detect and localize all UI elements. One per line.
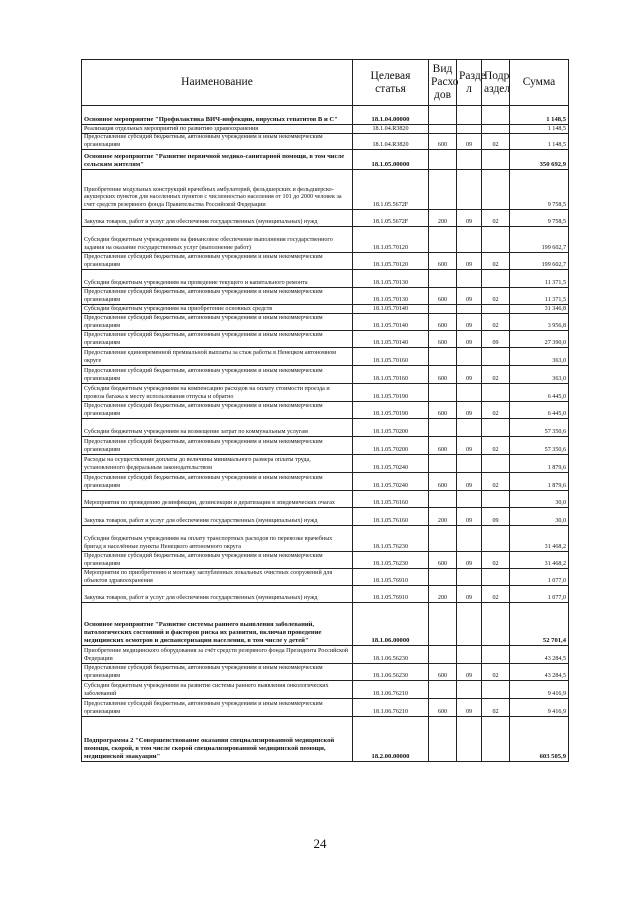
cell-amount: 43 284,5 — [510, 646, 569, 664]
cell-section — [457, 150, 482, 170]
cell-section: 09 — [457, 664, 482, 681]
cell-amount: 31 468,2 — [510, 552, 569, 569]
table-row — [82, 170, 569, 210]
cell-section: 09 — [457, 508, 482, 526]
table-row — [82, 305, 569, 314]
cell-article: 18.1.05.70200 — [353, 437, 429, 455]
cell-name: Приобретение медицинского оборудования за счёт средств резервного фонда Президента Российской Федерации — [82, 646, 353, 664]
cell-name: Предоставление субсидий бюджетным, автономным учреждениям и иным некоммерческим организациям — [82, 314, 353, 331]
cell-subsection — [482, 455, 510, 473]
cell-section — [457, 106, 482, 125]
cell-name: Мероприятия по проведению дезинфекции, дезинсекции и дератизации в эпидемических очагах — [82, 491, 353, 508]
table-row — [82, 646, 569, 664]
cell-amount: 1 077,0 — [510, 569, 569, 586]
header-article: Целевая статья — [353, 60, 429, 106]
cell-amount: 31 468,2 — [510, 526, 569, 552]
cell-subsection — [482, 305, 510, 314]
cell-article: 18.1.06.76210 — [353, 699, 429, 717]
cell-article: 18.1.05.76910 — [353, 586, 429, 603]
cell-expense-type — [429, 270, 457, 288]
cell-name: Основное мероприятие "Профилактика ВИЧ-инфекции, вирусных гепатитов В и С" — [82, 106, 353, 125]
table-row — [82, 366, 569, 384]
cell-amount: 11 371,5 — [510, 270, 569, 288]
cell-expense-type — [429, 455, 457, 473]
cell-article: 18.1.06.56230 — [353, 646, 429, 664]
cell-article: 18.2.00.00000 — [353, 717, 429, 762]
cell-section — [457, 419, 482, 437]
cell-subsection — [482, 681, 510, 699]
cell-subsection: 02 — [482, 586, 510, 603]
cell-expense-type — [429, 603, 457, 646]
cell-name: Предоставление субсидий бюджетным, автономным учреждениям и иным некоммерческим организациям — [82, 366, 353, 384]
table-row — [82, 384, 569, 402]
cell-name: Подпрограмма 2 "Совершенствование оказания специализированной медицинской помощи, скорой, в том числе скорой специализированной медицинской помощи, медицинской эвакуации" — [82, 717, 353, 762]
table-row — [82, 586, 569, 603]
cell-amount: 1 879,6 — [510, 455, 569, 473]
cell-name: Субсидии бюджетным учреждениям на возмещение затрат по коммунальным услугам — [82, 419, 353, 437]
table-row — [82, 402, 569, 419]
cell-section: 09 — [457, 210, 482, 227]
table-row — [82, 288, 569, 305]
cell-expense-type — [429, 717, 457, 762]
cell-article: 18.1.05.70140 — [353, 331, 429, 348]
cell-section: 09 — [457, 586, 482, 603]
cell-section — [457, 603, 482, 646]
cell-name: Основное мероприятие "Развитие первичной медико-санитарной помощи, в том числе сельским жителям" — [82, 150, 353, 170]
cell-amount: 57 350,6 — [510, 437, 569, 455]
cell-article: 18.1.05.70240 — [353, 473, 429, 491]
cell-expense-type: 600 — [429, 314, 457, 331]
cell-article: 18.1.06.76210 — [353, 681, 429, 699]
cell-article: 18.1.05.70190 — [353, 402, 429, 419]
cell-expense-type — [429, 305, 457, 314]
table-body — [82, 106, 569, 762]
cell-name: Закупка товаров, работ и услуг для обеспечения государственных (муниципальных) нужд — [82, 210, 353, 227]
cell-amount: 9 416,9 — [510, 681, 569, 699]
cell-subsection: 02 — [482, 253, 510, 270]
cell-subsection: 09 — [482, 508, 510, 526]
cell-expense-type: 600 — [429, 366, 457, 384]
cell-name: Предоставление субсидий бюджетным, автономным учреждениям и иным некоммерческим организациям — [82, 288, 353, 305]
cell-amount: 1 148,5 — [510, 125, 569, 134]
cell-expense-type: 600 — [429, 134, 457, 150]
cell-subsection: 02 — [482, 366, 510, 384]
cell-name: Субсидии бюджетным учреждениям на компенсацию расходов на оплату стоимости проезда и провоза багажа к месту использования отпуска и обратно — [82, 384, 353, 402]
cell-expense-type — [429, 526, 457, 552]
cell-amount: 9 758,5 — [510, 170, 569, 210]
table-row — [82, 526, 569, 552]
cell-expense-type: 200 — [429, 586, 457, 603]
cell-article: 18.1.05.70130 — [353, 270, 429, 288]
cell-name: Предоставление субсидий бюджетным, автономным учреждениям и иным некоммерческим организациям — [82, 134, 353, 150]
cell-name: Предоставление субсидий бюджетным, автономным учреждениям и иным некоммерческим организациям — [82, 699, 353, 717]
cell-name: Предоставление субсидий бюджетным, автономным учреждениям и иным некоммерческим организациям — [82, 473, 353, 491]
header-subsection: Подр аздел — [482, 60, 510, 106]
cell-article: 18.1.04.R3820 — [353, 134, 429, 150]
cell-name: Расходы на осуществление доплаты до величины минимального размера оплаты труда, установленного федеральным законодательством — [82, 455, 353, 473]
cell-subsection: 02 — [482, 210, 510, 227]
cell-amount: 199 602,7 — [510, 253, 569, 270]
cell-amount: 6 445,0 — [510, 402, 569, 419]
cell-expense-type — [429, 491, 457, 508]
cell-amount: 27 390,0 — [510, 331, 569, 348]
table-header-row — [82, 60, 569, 106]
cell-expense-type — [429, 384, 457, 402]
cell-amount: 52 701,4 — [510, 603, 569, 646]
table-row — [82, 508, 569, 526]
cell-expense-type: 600 — [429, 473, 457, 491]
cell-section: 09 — [457, 366, 482, 384]
cell-expense-type — [429, 569, 457, 586]
cell-section — [457, 526, 482, 552]
table-row — [82, 270, 569, 288]
table-row — [82, 134, 569, 150]
cell-article: 18.1.05.76230 — [353, 552, 429, 569]
cell-name: Предоставление субсидий бюджетным, автономным учреждениям и иным некоммерческим организациям — [82, 664, 353, 681]
cell-subsection: 02 — [482, 699, 510, 717]
cell-article: 18.1.05.70120 — [353, 227, 429, 253]
cell-article: 18.1.05.5672F — [353, 170, 429, 210]
table-row — [82, 603, 569, 646]
cell-expense-type — [429, 150, 457, 170]
cell-expense-type — [429, 125, 457, 134]
cell-article: 18.1.05.70140 — [353, 314, 429, 331]
table-row — [82, 125, 569, 134]
table-row — [82, 210, 569, 227]
table-row — [82, 455, 569, 473]
cell-section: 09 — [457, 699, 482, 717]
cell-expense-type: 600 — [429, 288, 457, 305]
table-row — [82, 106, 569, 125]
table-row — [82, 552, 569, 569]
cell-subsection — [482, 150, 510, 170]
header-name: Наименование — [82, 60, 353, 106]
cell-expense-type: 600 — [429, 699, 457, 717]
cell-subsection — [482, 125, 510, 134]
cell-amount: 1 148,5 — [510, 106, 569, 125]
cell-section — [457, 227, 482, 253]
header-expense-type: Вид Расхо дов — [429, 60, 457, 106]
cell-expense-type — [429, 170, 457, 210]
cell-section — [457, 305, 482, 314]
table-row — [82, 664, 569, 681]
cell-section: 09 — [457, 314, 482, 331]
table-row — [82, 314, 569, 331]
cell-amount: 30,0 — [510, 491, 569, 508]
cell-expense-type: 600 — [429, 552, 457, 569]
cell-amount: 9 758,5 — [510, 210, 569, 227]
cell-section: 09 — [457, 473, 482, 491]
cell-subsection: 02 — [482, 134, 510, 150]
cell-section: 09 — [457, 437, 482, 455]
cell-article: 18.1.05.70140 — [353, 305, 429, 314]
table-row — [82, 717, 569, 762]
cell-subsection: 02 — [482, 314, 510, 331]
cell-section: 09 — [457, 331, 482, 348]
cell-article: 18.1.06.56230 — [353, 664, 429, 681]
cell-section: 09 — [457, 134, 482, 150]
table-row — [82, 491, 569, 508]
cell-name: Реализация отдельных мероприятий по развитию здравоохранения — [82, 125, 353, 134]
cell-subsection: 02 — [482, 288, 510, 305]
cell-amount: 6 445,0 — [510, 384, 569, 402]
cell-article: 18.1.05.5672F — [353, 210, 429, 227]
cell-amount: 11 371,5 — [510, 288, 569, 305]
table-row — [82, 227, 569, 253]
cell-amount: 1 148,5 — [510, 134, 569, 150]
cell-expense-type — [429, 348, 457, 366]
cell-amount: 350 692,9 — [510, 150, 569, 170]
cell-amount: 363,0 — [510, 348, 569, 366]
cell-name: Основное мероприятие "Развитие системы раннего выявления заболеваний, патологических состояний и факторов риска их развития, включая проведение медицинских осмотров и диспансеризации населения, в том числе у детей" — [82, 603, 353, 646]
table-row — [82, 569, 569, 586]
cell-name: Закупка товаров, работ и услуг для обеспечения государственных (муниципальных) нужд — [82, 508, 353, 526]
header-section: Разде л — [457, 60, 482, 106]
cell-name: Субсидии бюджетным учреждениям на проведение текущего и капитального ремонта — [82, 270, 353, 288]
cell-subsection — [482, 646, 510, 664]
cell-name: Приобретение модульных конструкций врачебных амбулаторий, фельдшерских и фельдшерско-акушерских пунктов для населенных пунктов с численностью населения от 101 до 2000 человек за счет средств резервного фонда Правительства Российской Федерации — [82, 170, 353, 210]
cell-section — [457, 170, 482, 210]
cell-section: 09 — [457, 288, 482, 305]
cell-section — [457, 491, 482, 508]
cell-name: Мероприятия по приобретению и монтажу заглубленных локальных очистных сооружений для объектов здравоохранения — [82, 569, 353, 586]
cell-expense-type: 600 — [429, 402, 457, 419]
cell-name: Предоставление субсидий бюджетным, автономным учреждениям и иным некоммерческим организациям — [82, 437, 353, 455]
table-row — [82, 348, 569, 366]
cell-subsection: 02 — [482, 473, 510, 491]
table-row — [82, 681, 569, 699]
cell-expense-type — [429, 106, 457, 125]
cell-name: Предоставление субсидий бюджетным, автономным учреждениям и иным некоммерческим организациям — [82, 552, 353, 569]
cell-expense-type — [429, 681, 457, 699]
cell-amount: 603 505,9 — [510, 717, 569, 762]
cell-subsection: 02 — [482, 437, 510, 455]
cell-amount: 30,0 — [510, 508, 569, 526]
cell-subsection — [482, 603, 510, 646]
cell-name: Субсидии бюджетным учреждениям на приобретение основных средств — [82, 305, 353, 314]
cell-section — [457, 646, 482, 664]
cell-subsection — [482, 419, 510, 437]
cell-subsection: 02 — [482, 402, 510, 419]
cell-amount: 1 879,6 — [510, 473, 569, 491]
cell-expense-type: 600 — [429, 437, 457, 455]
cell-subsection: 02 — [482, 552, 510, 569]
cell-article: 18.1.05.00000 — [353, 150, 429, 170]
cell-amount: 3 956,8 — [510, 314, 569, 331]
cell-section — [457, 681, 482, 699]
cell-name: Предоставление субсидий бюджетным, автономным учреждениям и иным некоммерческим организациям — [82, 253, 353, 270]
cell-expense-type: 200 — [429, 508, 457, 526]
cell-article: 18.1.05.76160 — [353, 491, 429, 508]
cell-subsection — [482, 348, 510, 366]
cell-name: Предоставление субсидий бюджетным, автономным учреждениям и иным некоммерческим организациям — [82, 331, 353, 348]
cell-amount: 9 416,9 — [510, 699, 569, 717]
cell-name: Предоставление единовременной премиальной выплаты за стаж работы в Ненецком автономном округе — [82, 348, 353, 366]
cell-expense-type: 600 — [429, 253, 457, 270]
cell-section — [457, 384, 482, 402]
table-row — [82, 419, 569, 437]
cell-section — [457, 125, 482, 134]
cell-amount: 31 346,8 — [510, 305, 569, 314]
page-number: 24 — [313, 836, 327, 851]
cell-amount: 363,0 — [510, 366, 569, 384]
cell-subsection — [482, 569, 510, 586]
header-amount: Сумма — [510, 60, 569, 106]
cell-expense-type — [429, 227, 457, 253]
cell-section — [457, 455, 482, 473]
table-row — [82, 473, 569, 491]
cell-name: Закупка товаров, работ и услуг для обеспечения государственных (муниципальных) нужд — [82, 586, 353, 603]
cell-subsection: 09 — [482, 331, 510, 348]
cell-amount: 43 284,5 — [510, 664, 569, 681]
cell-subsection — [482, 717, 510, 762]
cell-article: 18.1.05.70240 — [353, 455, 429, 473]
cell-section — [457, 270, 482, 288]
cell-section — [457, 348, 482, 366]
cell-article: 18.1.05.76230 — [353, 526, 429, 552]
table-row — [82, 699, 569, 717]
cell-article: 18.1.05.70160 — [353, 348, 429, 366]
cell-subsection — [482, 270, 510, 288]
cell-article: 18.1.05.76910 — [353, 569, 429, 586]
cell-name: Предоставление субсидий бюджетным, автономным учреждениям и иным некоммерческим организациям — [82, 402, 353, 419]
cell-amount: 199 602,7 — [510, 227, 569, 253]
cell-name: Субсидии бюджетным учреждениям на финансовое обеспечение выполнения государственного задания на оказание государственных услуг (выполнение работ) — [82, 227, 353, 253]
cell-article: 18.1.05.70120 — [353, 253, 429, 270]
cell-subsection: 02 — [482, 664, 510, 681]
table-row — [82, 253, 569, 270]
cell-name: Субсидии бюджетным учреждениям на развитие системы раннего выявления онкологических заболеваний — [82, 681, 353, 699]
cell-expense-type: 200 — [429, 210, 457, 227]
table-row — [82, 331, 569, 348]
cell-subsection — [482, 106, 510, 125]
cell-subsection — [482, 384, 510, 402]
cell-article: 18.1.05.70160 — [353, 366, 429, 384]
cell-expense-type: 600 — [429, 664, 457, 681]
cell-section: 09 — [457, 402, 482, 419]
cell-expense-type — [429, 646, 457, 664]
cell-section — [457, 569, 482, 586]
cell-article: 18.1.05.76160 — [353, 508, 429, 526]
cell-subsection — [482, 491, 510, 508]
cell-subsection — [482, 170, 510, 210]
cell-expense-type — [429, 419, 457, 437]
cell-section: 09 — [457, 552, 482, 569]
budget-table — [81, 59, 569, 762]
cell-subsection — [482, 526, 510, 552]
cell-article: 18.1.04.R3820 — [353, 125, 429, 134]
cell-section — [457, 717, 482, 762]
cell-article: 18.1.05.70190 — [353, 384, 429, 402]
cell-section: 09 — [457, 253, 482, 270]
table-row — [82, 437, 569, 455]
cell-article: 18.1.06.00000 — [353, 603, 429, 646]
cell-article: 18.1.05.70130 — [353, 288, 429, 305]
cell-article: 18.1.05.70200 — [353, 419, 429, 437]
cell-amount: 1 077,0 — [510, 586, 569, 603]
cell-subsection — [482, 227, 510, 253]
cell-expense-type: 600 — [429, 331, 457, 348]
cell-amount: 57 350,6 — [510, 419, 569, 437]
cell-name: Субсидии бюджетным учреждениям на оплату транспортных расходов по перевозке врачебных бригад в населённые пункты Ненецкого автономного округа — [82, 526, 353, 552]
table-row — [82, 150, 569, 170]
cell-article: 18.1.04.00000 — [353, 106, 429, 125]
